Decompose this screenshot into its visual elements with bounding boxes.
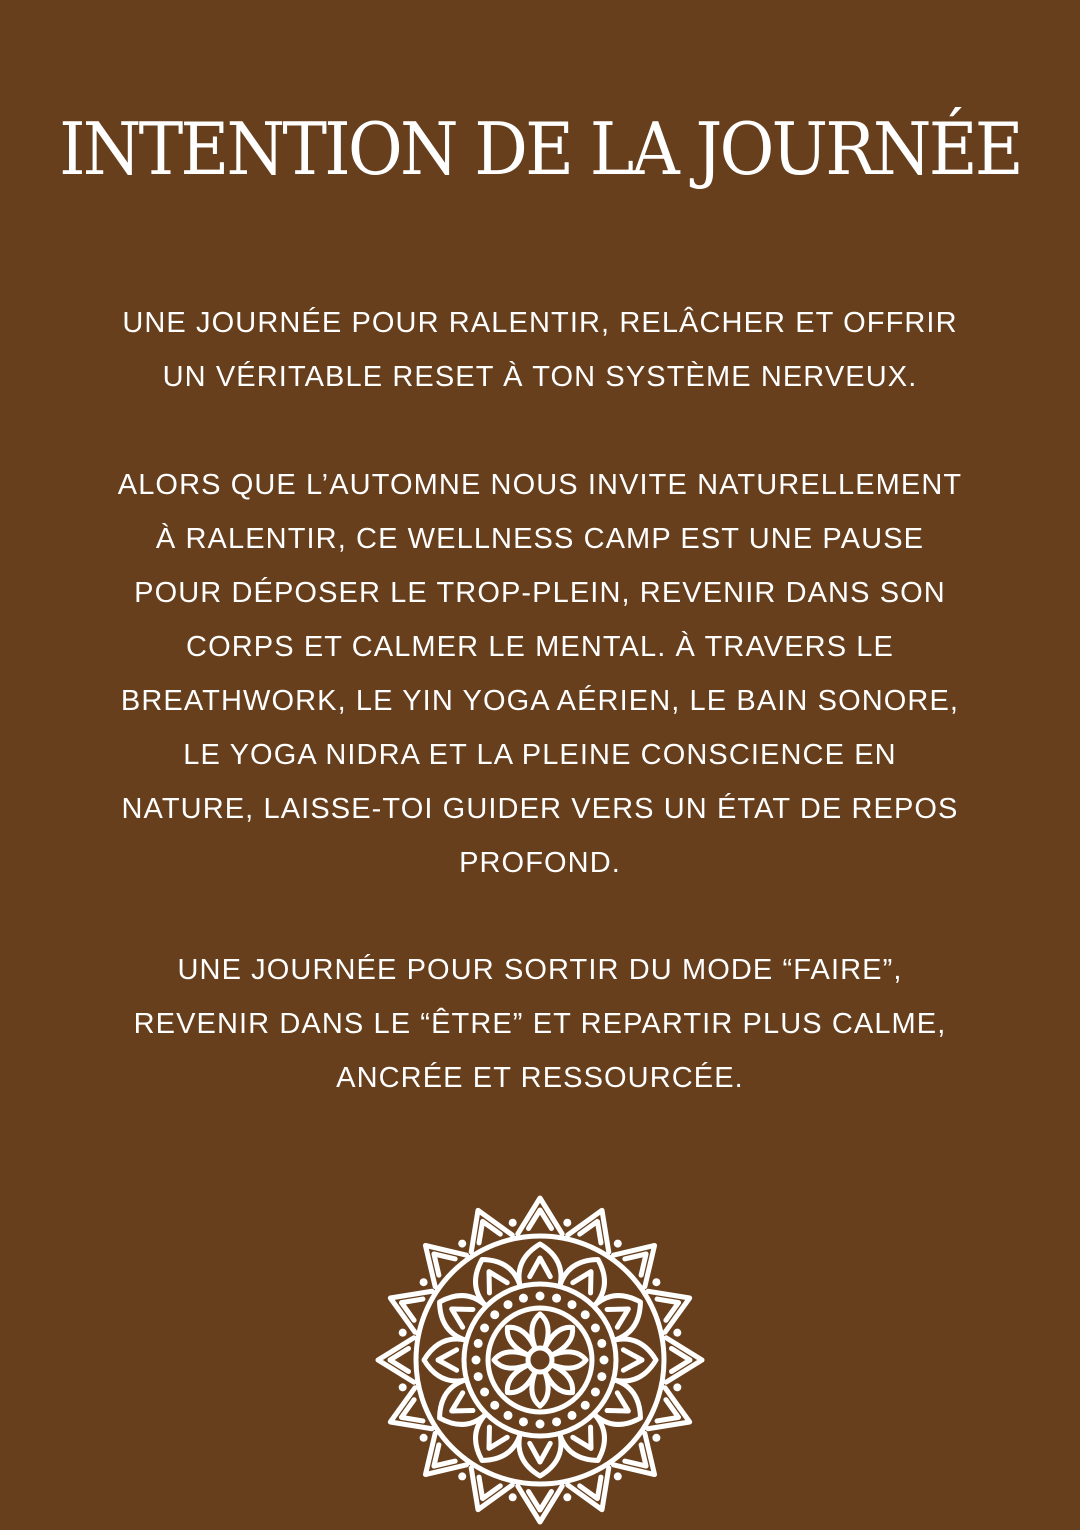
mandala-part <box>530 1443 550 1462</box>
text-line: REVENIR DANS LE “ÊTRE” ET REPARTIR PLUS CALME, <box>133 1008 947 1040</box>
mandala-part <box>615 1339 656 1381</box>
mandala-part <box>568 1300 577 1309</box>
mandala-part <box>673 1383 681 1391</box>
mandala-part <box>399 1329 407 1337</box>
mandala-part <box>600 1356 609 1365</box>
mandala-part <box>474 1339 483 1348</box>
text-line: UNE JOURNÉE POUR RALENTIR, RELÂCHER ET OFFRIR <box>122 307 958 339</box>
mandala-part <box>474 1372 483 1381</box>
mandala-part <box>673 1329 681 1337</box>
mandala-part <box>452 1309 473 1327</box>
mandala-part <box>591 1324 600 1333</box>
text-line: POUR DÉPOSER LE TROP-PLEIN, REVENIR DANS SON <box>134 577 946 609</box>
intro-paragraph <box>60 296 1020 404</box>
mandala-part <box>378 1338 414 1382</box>
mandala-part <box>438 1350 457 1370</box>
mandala-part <box>472 1356 481 1365</box>
mandala-part <box>509 1219 517 1227</box>
mandala-part <box>552 1294 561 1303</box>
text-line: À RALENTIR, CE WELLNESS CAMP EST UNE PAUSE <box>155 523 925 555</box>
mandala-part <box>452 1393 473 1411</box>
mandala-part <box>581 1401 590 1410</box>
mandala-part <box>552 1417 561 1426</box>
mandala-part <box>530 1258 550 1277</box>
mandala-part <box>519 1294 528 1303</box>
mandala-part <box>518 1486 562 1522</box>
mandala-part <box>518 1198 562 1234</box>
mandala-part <box>652 1278 660 1286</box>
text-line: LE YOGA NIDRA ET LA PLEINE CONSCIENCE EN <box>183 739 897 771</box>
mandala-part <box>623 1350 642 1370</box>
mandala-part <box>591 1388 600 1397</box>
mandala-part <box>573 1272 591 1293</box>
mandala-part <box>420 1434 428 1442</box>
mandala-part <box>563 1219 571 1227</box>
mandala-part <box>536 1420 545 1429</box>
mandala-part <box>424 1339 465 1381</box>
mandala-part <box>399 1383 407 1391</box>
mandala-part <box>607 1309 628 1327</box>
mandala-part <box>519 1417 528 1426</box>
mandala-part <box>568 1411 577 1420</box>
mandala-part <box>416 1236 664 1484</box>
page-title: INTENTION DE LA JOURNÉE <box>59 107 1021 191</box>
mandala-part <box>581 1310 590 1319</box>
mandala-part <box>666 1338 702 1382</box>
text-line: ANCRÉE ET RESSOURCÉE. <box>336 1062 744 1094</box>
mandala-part <box>509 1493 517 1501</box>
text-line: ALORS QUE L’AUTOMNE NOUS INVITE NATURELLEMENT <box>117 469 963 501</box>
mandala-part <box>536 1292 545 1301</box>
mandala-part <box>488 1308 592 1412</box>
text-line: UN VÉRITABLE RESET À TON SYSTÈME NERVEUX. <box>162 361 918 393</box>
mandala-part <box>607 1393 628 1411</box>
mandala-part <box>490 1310 499 1319</box>
text-line: BREATHWORK, LE YIN YOGA AÉRIEN, LE BAIN SONORE, <box>120 685 960 717</box>
mandala-part <box>597 1372 606 1381</box>
mandala-part <box>652 1434 660 1442</box>
description-paragraph <box>60 458 1020 890</box>
mandala-part <box>480 1324 489 1333</box>
mandala-part <box>458 1240 466 1248</box>
text-line: CORPS ET CALMER LE MENTAL. À TRAVERS LE <box>186 631 894 663</box>
closing-paragraph <box>60 943 1020 1105</box>
mandala-part <box>528 1348 552 1372</box>
text-line: NATURE, LAISSE-TOI GUIDER VERS UN ÉTAT DE REPOS <box>121 793 959 825</box>
mandala-part <box>597 1339 606 1348</box>
mandala-part <box>614 1240 622 1248</box>
mandala-part <box>489 1272 507 1293</box>
text-line: PROFOND. <box>459 847 621 879</box>
mandala-part <box>614 1472 622 1480</box>
text-line: UNE JOURNÉE POUR SORTIR DU MODE “FAIRE”, <box>177 954 903 986</box>
mandala-part <box>480 1388 489 1397</box>
mandala-part <box>563 1493 571 1501</box>
mandala-part <box>490 1401 499 1410</box>
mandala-part <box>519 1435 561 1476</box>
mandala-part <box>420 1278 428 1286</box>
mandala-part <box>519 1244 561 1285</box>
mandala-part <box>573 1427 591 1448</box>
mandala-part <box>458 1472 466 1480</box>
mandala-part <box>504 1411 513 1420</box>
mandala-icon <box>370 1190 710 1530</box>
mandala-part <box>489 1427 507 1448</box>
mandala-part <box>504 1300 513 1309</box>
